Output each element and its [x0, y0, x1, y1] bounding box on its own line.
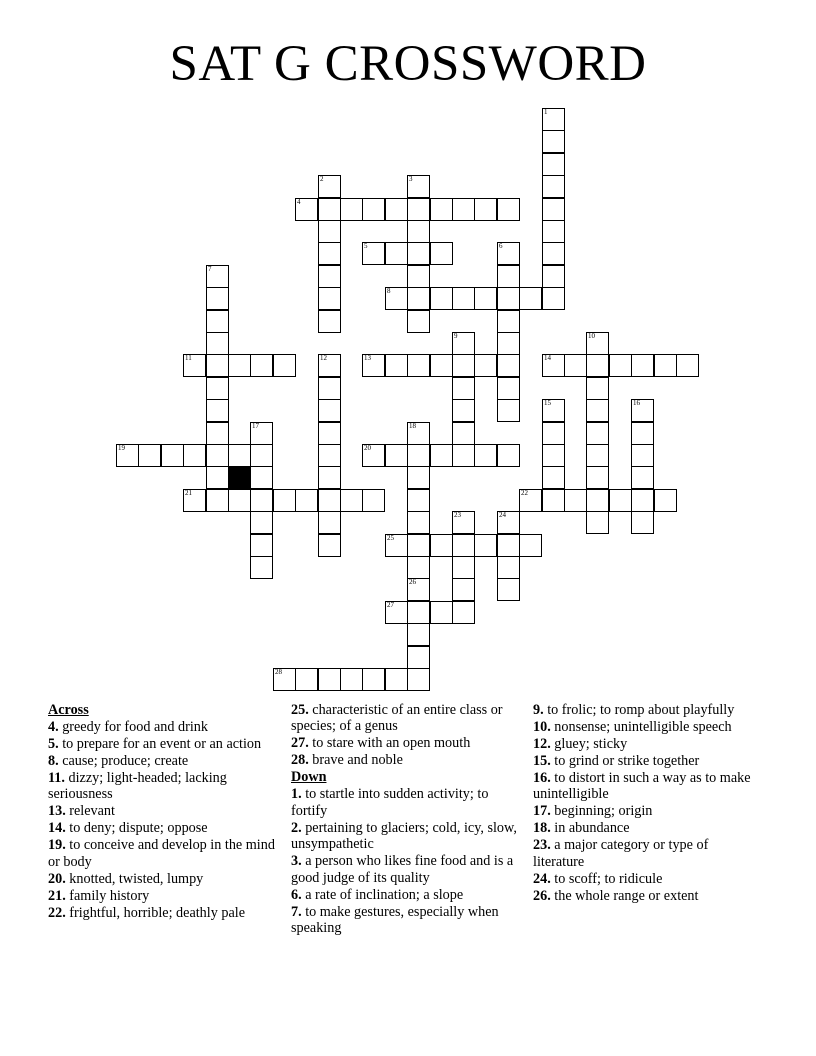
grid-cell[interactable]	[542, 422, 565, 445]
clue-number: 8	[387, 287, 391, 295]
grid-cell[interactable]	[631, 422, 654, 445]
grid-cell[interactable]	[206, 444, 229, 467]
grid-cell[interactable]	[362, 198, 385, 221]
grid-cell[interactable]	[631, 354, 654, 377]
grid-cell[interactable]	[407, 287, 430, 310]
grid-cell[interactable]	[564, 489, 587, 512]
grid-cell[interactable]	[250, 534, 273, 557]
grid-cell[interactable]	[318, 198, 341, 221]
clue-text: knotted, twisted, lumpy	[65, 870, 204, 887]
clue-number-label: 28.	[291, 752, 309, 769]
grid-cell[interactable]	[318, 534, 341, 557]
down-clue	[291, 786, 519, 819]
clue-number-label: 16.	[533, 770, 551, 786]
clue-number: 13	[364, 354, 371, 362]
across-clue	[48, 736, 276, 752]
clue-number-label: 19.	[48, 837, 66, 854]
grid-cell[interactable]	[318, 354, 341, 377]
grid-cell[interactable]	[273, 668, 296, 691]
grid-cell[interactable]	[452, 287, 475, 310]
grid-cell[interactable]	[318, 399, 341, 422]
grid-cell[interactable]	[497, 310, 520, 333]
grid-cell[interactable]	[250, 489, 273, 512]
across-clue	[48, 837, 276, 870]
clue-number: 21	[185, 489, 192, 497]
grid-cell[interactable]	[542, 220, 565, 243]
clue-text: a rate of inclination; a slope	[301, 886, 464, 903]
grid-cell[interactable]	[609, 354, 632, 377]
clue-number: 25	[387, 534, 394, 542]
across-clue	[291, 752, 519, 768]
grid-cell[interactable]	[497, 556, 520, 579]
clue-number-label: 21.	[48, 887, 66, 904]
clue-number: 27	[387, 601, 394, 609]
grid-cell[interactable]	[609, 489, 632, 512]
clue-number-label: 25.	[291, 702, 309, 718]
grid-cell[interactable]	[318, 175, 341, 198]
grid-cell[interactable]	[228, 444, 251, 467]
grid-cell[interactable]	[318, 668, 341, 691]
clue-column-3	[533, 702, 761, 905]
clue-number-label: 5.	[48, 736, 59, 752]
grid-cell[interactable]	[542, 466, 565, 489]
clue-number-label: 4.	[48, 719, 59, 735]
grid-cell[interactable]	[362, 489, 385, 512]
grid-cell[interactable]	[362, 444, 385, 467]
grid-cell[interactable]	[206, 265, 229, 288]
clue-number-label: 2.	[291, 819, 302, 836]
clue-number: 14	[544, 354, 551, 362]
grid-cell[interactable]	[183, 489, 206, 512]
clue-number: 7	[208, 265, 212, 273]
clue-number: 5	[364, 242, 368, 250]
grid-cell[interactable]	[407, 556, 430, 579]
clue-column-1	[48, 702, 276, 922]
clue-number: 4	[297, 198, 301, 206]
clue-number: 1	[544, 108, 548, 116]
clue-text: a person who likes fine food and is a good judge of its quality	[291, 853, 514, 886]
grid-cell[interactable]	[430, 198, 453, 221]
clue-text: to stare with an open mouth	[308, 735, 471, 752]
grid-cell[interactable]	[385, 444, 408, 467]
grid-cell[interactable]	[362, 668, 385, 691]
clue-text: to scoff; to ridicule	[550, 870, 663, 887]
clue-text: in abundance	[550, 820, 630, 837]
clue-text: to conceive and develop in the mind or body	[48, 837, 275, 870]
grid-cell[interactable]	[631, 444, 654, 467]
clue-text: nonsense; unintelligible speech	[550, 719, 732, 735]
clue-number-label: 11.	[48, 770, 65, 786]
clue-text: relevant	[65, 803, 115, 820]
grid-cell[interactable]	[519, 489, 542, 512]
grid-cell[interactable]	[452, 332, 475, 355]
clue-number: 10	[588, 332, 595, 340]
grid-cell[interactable]	[542, 175, 565, 198]
grid-cell[interactable]	[318, 466, 341, 489]
grid-cell[interactable]	[497, 399, 520, 422]
clue-number: 28	[275, 668, 282, 676]
grid-cell[interactable]	[295, 489, 318, 512]
grid-cell[interactable]	[385, 354, 408, 377]
clue-column-2	[291, 702, 519, 937]
grid-cell[interactable]	[407, 265, 430, 288]
grid-cell[interactable]	[542, 399, 565, 422]
grid-cell[interactable]	[497, 332, 520, 355]
clue-number-label: 6.	[291, 886, 302, 903]
grid-cell[interactable]	[206, 466, 229, 489]
clue-number: 2	[320, 175, 324, 183]
clue-number-label: 17.	[533, 803, 551, 820]
down-clue	[533, 803, 761, 819]
grid-cell[interactable]	[407, 242, 430, 265]
grid-cell[interactable]	[654, 489, 677, 512]
grid-cell[interactable]	[318, 242, 341, 265]
grid-cell[interactable]	[474, 354, 497, 377]
grid-cell[interactable]	[318, 220, 341, 243]
clue-text: to grind or strike together	[550, 753, 700, 769]
clue-text: a major category or type of literature	[533, 837, 709, 870]
grid-cell[interactable]	[676, 354, 699, 377]
grid-cell[interactable]	[542, 198, 565, 221]
grid-cell[interactable]	[542, 287, 565, 310]
grid-cell[interactable]	[430, 287, 453, 310]
grid-cell[interactable]	[542, 354, 565, 377]
grid-cell[interactable]	[250, 556, 273, 579]
clue-number: 9	[454, 332, 458, 340]
clue-text: frightful, horrible; deathly pale	[65, 904, 245, 921]
across-clue	[48, 871, 276, 887]
clue-text: characteristic of an entire class or species; of a genus	[291, 702, 503, 735]
clue-number-label: 7.	[291, 903, 302, 920]
grid-cell[interactable]	[631, 489, 654, 512]
grid-cell[interactable]	[497, 198, 520, 221]
grid-cell[interactable]	[250, 354, 273, 377]
grid-cell[interactable]	[452, 198, 475, 221]
grid-cell[interactable]	[586, 377, 609, 400]
across-clue	[48, 753, 276, 769]
clue-number: 16	[633, 399, 640, 407]
grid-cell[interactable]	[385, 534, 408, 557]
grid-cell[interactable]	[586, 444, 609, 467]
grid-cell[interactable]	[542, 265, 565, 288]
clue-number: 18	[409, 422, 416, 430]
grid-cell[interactable]	[318, 377, 341, 400]
clue-text: to make gestures, especially when speaking	[291, 903, 499, 937]
grid-cell[interactable]	[385, 601, 408, 624]
clue-number-label: 10.	[533, 719, 551, 735]
clue-number: 20	[364, 444, 371, 452]
grid-cell[interactable]	[497, 242, 520, 265]
grid-cell[interactable]	[138, 444, 161, 467]
clue-text: dizzy; light-headed; lacking seriousness	[48, 770, 227, 803]
grid-cell[interactable]	[206, 354, 229, 377]
down-clue	[291, 820, 519, 853]
grid-cell[interactable]	[452, 354, 475, 377]
grid-cell[interactable]	[586, 399, 609, 422]
clue-text: to startle into sudden activity; to fortify	[291, 786, 489, 819]
clue-number: 11	[185, 354, 192, 362]
down-heading: Down	[291, 769, 327, 786]
grid-cell[interactable]	[340, 668, 363, 691]
grid-cell[interactable]	[318, 489, 341, 512]
grid-cell[interactable]	[497, 377, 520, 400]
grid-cell[interactable]	[564, 354, 587, 377]
grid-cell[interactable]	[318, 310, 341, 333]
grid-cell[interactable]	[519, 534, 542, 557]
down-clue	[533, 702, 761, 718]
clue-number-label: 1.	[291, 786, 302, 803]
grid-cell[interactable]	[654, 354, 677, 377]
down-clue	[533, 837, 761, 870]
clue-number-label: 8.	[48, 753, 59, 769]
grid-cell[interactable]	[519, 287, 542, 310]
black-square	[228, 466, 251, 489]
grid-cell[interactable]	[497, 578, 520, 601]
grid-cell[interactable]	[430, 601, 453, 624]
across-clue	[48, 820, 276, 836]
grid-cell[interactable]	[474, 198, 497, 221]
down-clue	[291, 904, 519, 937]
grid-cell[interactable]	[407, 466, 430, 489]
grid-cell[interactable]	[385, 668, 408, 691]
clue-text: to prepare for an event or an action	[58, 736, 262, 752]
grid-cell[interactable]	[407, 354, 430, 377]
grid-cell[interactable]	[452, 534, 475, 557]
across-clue	[48, 770, 276, 803]
grid-cell[interactable]	[631, 466, 654, 489]
clue-number: 6	[499, 242, 503, 250]
clue-text: family history	[65, 887, 150, 904]
clue-text: to frolic; to romp about playfully	[543, 702, 735, 718]
down-clue	[291, 887, 519, 903]
clue-number-label: 22.	[48, 904, 66, 921]
grid-cell[interactable]	[407, 534, 430, 557]
grid-cell[interactable]	[206, 422, 229, 445]
grid-cell[interactable]	[407, 646, 430, 669]
clue-text: greedy for food and drink	[58, 719, 208, 735]
grid-cell[interactable]	[407, 310, 430, 333]
down-clue	[291, 853, 519, 886]
across-clue	[291, 702, 519, 735]
grid-cell[interactable]	[452, 601, 475, 624]
clue-number-label: 9.	[533, 702, 544, 718]
grid-cell[interactable]	[474, 444, 497, 467]
grid-cell[interactable]	[407, 623, 430, 646]
grid-cell[interactable]	[542, 489, 565, 512]
grid-cell[interactable]	[206, 287, 229, 310]
across-heading: Across	[48, 702, 89, 718]
grid-cell[interactable]	[318, 422, 341, 445]
clue-number-label: 26.	[533, 887, 551, 904]
grid-cell[interactable]	[318, 287, 341, 310]
grid-cell[interactable]	[430, 242, 453, 265]
grid-cell[interactable]	[542, 130, 565, 153]
grid-cell[interactable]	[542, 153, 565, 176]
across-clue	[48, 803, 276, 819]
clue-number: 22	[521, 489, 528, 497]
grid-cell[interactable]	[474, 534, 497, 557]
grid-cell[interactable]	[407, 444, 430, 467]
clue-number-label: 23.	[533, 837, 551, 854]
clue-text: to distort in such a way as to make unintelligible	[533, 770, 751, 803]
grid-cell[interactable]	[497, 265, 520, 288]
grid-cell[interactable]	[183, 354, 206, 377]
grid-cell[interactable]	[452, 377, 475, 400]
clue-number-label: 13.	[48, 803, 66, 820]
grid-cell[interactable]	[407, 668, 430, 691]
down-clue	[533, 736, 761, 752]
grid-cell[interactable]	[228, 489, 251, 512]
grid-cell[interactable]	[452, 422, 475, 445]
grid-cell[interactable]	[362, 242, 385, 265]
page-title: SAT G CROSSWORD	[169, 36, 647, 92]
clue-number-label: 27.	[291, 735, 309, 752]
grid-cell[interactable]	[183, 444, 206, 467]
grid-cell[interactable]	[318, 265, 341, 288]
clue-number: 26	[409, 578, 416, 586]
grid-cell[interactable]	[497, 511, 520, 534]
grid-cell[interactable]	[407, 578, 430, 601]
grid-cell[interactable]	[273, 354, 296, 377]
grid-cell[interactable]	[407, 422, 430, 445]
grid-cell[interactable]	[586, 332, 609, 355]
grid-cell[interactable]	[206, 310, 229, 333]
grid-cell[interactable]	[161, 444, 184, 467]
grid-cell[interactable]	[362, 354, 385, 377]
grid-cell[interactable]	[250, 511, 273, 534]
across-clue	[48, 905, 276, 921]
grid-cell[interactable]	[586, 511, 609, 534]
clue-number: 24	[499, 511, 506, 519]
grid-cell[interactable]	[407, 220, 430, 243]
grid-cell[interactable]	[542, 242, 565, 265]
grid-cell[interactable]	[631, 399, 654, 422]
grid-cell[interactable]	[116, 444, 139, 467]
down-clue	[533, 753, 761, 769]
clue-text: pertaining to glaciers; cold, icy, slow, unsympathetic	[291, 819, 517, 853]
grid-cell[interactable]	[206, 489, 229, 512]
grid-cell[interactable]	[407, 601, 430, 624]
down-clue	[533, 871, 761, 887]
clue-number-label: 18.	[533, 820, 551, 837]
grid-cell[interactable]	[206, 377, 229, 400]
clue-text: beginning; origin	[550, 803, 653, 820]
grid-cell[interactable]	[586, 466, 609, 489]
grid-cell[interactable]	[474, 287, 497, 310]
grid-cell[interactable]	[452, 399, 475, 422]
grid-cell[interactable]	[340, 198, 363, 221]
grid-cell[interactable]	[452, 556, 475, 579]
grid-cell[interactable]	[295, 198, 318, 221]
grid-cell[interactable]	[497, 444, 520, 467]
across-clue	[291, 735, 519, 751]
clue-number-label: 20.	[48, 870, 66, 887]
clue-number-label: 3.	[291, 853, 302, 870]
clue-text: gluey; sticky	[550, 736, 628, 752]
clue-number: 23	[454, 511, 461, 519]
grid-cell[interactable]	[497, 534, 520, 557]
grid-cell[interactable]	[497, 354, 520, 377]
grid-cell[interactable]	[407, 198, 430, 221]
grid-cell[interactable]	[228, 354, 251, 377]
grid-cell[interactable]	[430, 354, 453, 377]
down-clue	[533, 770, 761, 803]
grid-cell[interactable]	[295, 668, 318, 691]
grid-cell[interactable]	[250, 422, 273, 445]
grid-cell[interactable]	[452, 578, 475, 601]
grid-cell[interactable]	[250, 466, 273, 489]
across-clue	[48, 888, 276, 904]
grid-cell[interactable]	[542, 108, 565, 131]
grid-cell[interactable]	[586, 489, 609, 512]
clue-number-label: 15.	[533, 753, 551, 769]
grid-cell[interactable]	[206, 399, 229, 422]
grid-cell[interactable]	[452, 511, 475, 534]
clue-number: 15	[544, 399, 551, 407]
clue-number: 17	[252, 422, 259, 430]
grid-cell[interactable]	[385, 198, 408, 221]
grid-cell[interactable]	[586, 422, 609, 445]
clue-number: 12	[320, 354, 327, 362]
grid-cell[interactable]	[430, 444, 453, 467]
grid-cell[interactable]	[385, 287, 408, 310]
grid-cell[interactable]	[250, 444, 273, 467]
clue-number-label: 12.	[533, 736, 551, 752]
clue-number: 3	[409, 175, 413, 183]
grid-cell[interactable]	[430, 534, 453, 557]
clue-text: cause; produce; create	[58, 753, 189, 769]
grid-cell[interactable]	[340, 489, 363, 512]
clue-text: brave and noble	[308, 752, 403, 769]
grid-cell[interactable]	[631, 511, 654, 534]
grid-cell[interactable]	[407, 489, 430, 512]
grid-cell[interactable]	[586, 354, 609, 377]
grid-cell[interactable]	[497, 287, 520, 310]
clue-number-label: 24.	[533, 870, 551, 887]
clue-number-label: 14.	[48, 820, 66, 837]
grid-cell[interactable]	[318, 511, 341, 534]
grid-cell[interactable]	[318, 444, 341, 467]
grid-cell[interactable]	[452, 444, 475, 467]
clue-number: 19	[118, 444, 125, 452]
grid-cell[interactable]	[407, 511, 430, 534]
clue-text: to deny; dispute; oppose	[65, 820, 208, 837]
down-clue	[533, 888, 761, 904]
clue-text: the whole range or extent	[550, 887, 699, 904]
grid-cell[interactable]	[273, 489, 296, 512]
down-clue	[533, 820, 761, 836]
grid-cell[interactable]	[542, 444, 565, 467]
grid-cell[interactable]	[206, 332, 229, 355]
grid-cell[interactable]	[385, 242, 408, 265]
down-clue	[533, 719, 761, 735]
grid-cell[interactable]	[407, 175, 430, 198]
across-clue	[48, 719, 276, 735]
